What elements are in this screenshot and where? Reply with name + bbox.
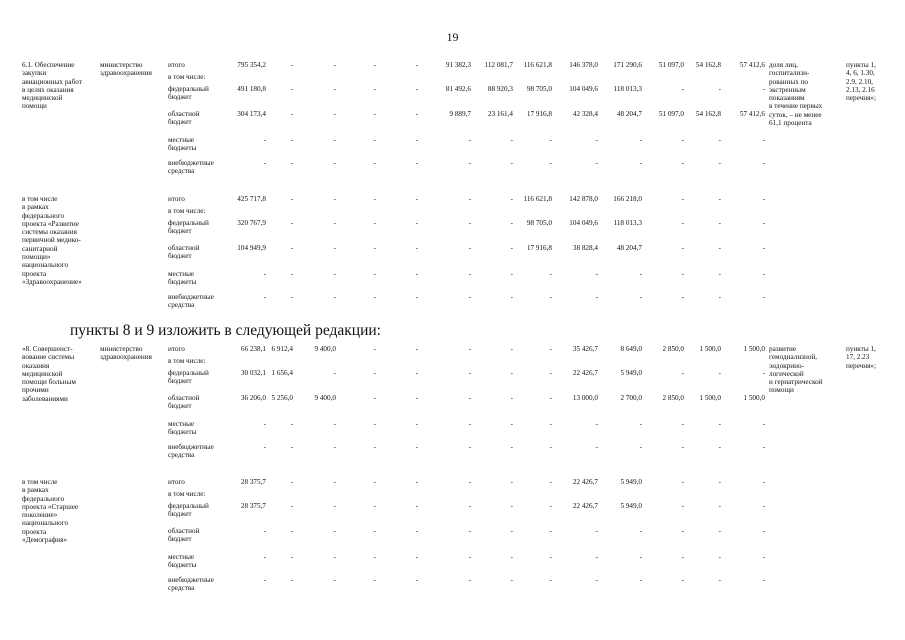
- amount-cell: 5 256,0: [271, 394, 293, 402]
- amount-cell: 171 290,6: [613, 61, 642, 69]
- amount-cell: -: [468, 576, 471, 584]
- amount-cell: -: [681, 244, 684, 252]
- funding-source: областной бюджет: [168, 527, 200, 544]
- amount-cell: -: [549, 502, 552, 510]
- amount-cell: -: [415, 85, 418, 93]
- amount-cell: -: [415, 110, 418, 118]
- amount-cell: -: [549, 394, 552, 402]
- amount-cell: -: [373, 293, 376, 301]
- amount-cell: 48 204,7: [616, 110, 642, 118]
- funding-source: местные бюджеты: [168, 136, 197, 153]
- amount-cell: -: [639, 136, 642, 144]
- amount-cell: -: [762, 369, 765, 377]
- amount-cell: -: [468, 527, 471, 535]
- amount-cell: -: [263, 159, 266, 167]
- amount-cell: -: [415, 159, 418, 167]
- amount-cell: 304 173,4: [237, 110, 266, 118]
- amount-cell: -: [290, 576, 293, 584]
- amount-cell: -: [639, 420, 642, 428]
- amount-cell: -: [415, 553, 418, 561]
- amount-cell: -: [510, 270, 513, 278]
- amount-cell: -: [718, 443, 721, 451]
- funding-source: итого: [168, 345, 185, 353]
- amount-cell: -: [333, 61, 336, 69]
- amount-cell: -: [549, 576, 552, 584]
- amount-cell: -: [373, 478, 376, 486]
- amount-cell: -: [681, 293, 684, 301]
- page-number: 19: [446, 30, 459, 44]
- amount-cell: -: [718, 293, 721, 301]
- amount-cell: 51 097,0: [658, 61, 684, 69]
- amount-cell: -: [510, 293, 513, 301]
- amount-cell: -: [373, 420, 376, 428]
- amount-cell: -: [333, 369, 336, 377]
- amount-cell: -: [762, 270, 765, 278]
- amount-cell: -: [290, 219, 293, 227]
- amount-cell: -: [290, 527, 293, 535]
- amount-cell: -: [468, 195, 471, 203]
- amount-cell: -: [333, 219, 336, 227]
- amount-cell: -: [415, 219, 418, 227]
- amount-cell: -: [718, 159, 721, 167]
- amount-cell: -: [290, 270, 293, 278]
- amount-cell: 8 649,0: [620, 345, 642, 353]
- funding-source: внебюджетные средства: [168, 443, 214, 460]
- amount-cell: -: [468, 443, 471, 451]
- funding-source: внебюджетные средства: [168, 159, 214, 176]
- amount-cell: -: [510, 576, 513, 584]
- amount-cell: 23 161,4: [487, 110, 513, 118]
- amount-cell: -: [290, 136, 293, 144]
- amount-cell: 22 426,7: [572, 502, 598, 510]
- row-label: «8. Совершенст- вование системы оказания медицинской помощи больным прочими заболеваниями: [22, 345, 76, 403]
- amount-cell: -: [718, 478, 721, 486]
- amount-cell: 98 705,0: [526, 85, 552, 93]
- amount-cell: -: [415, 478, 418, 486]
- funding-source: внебюджетные средства: [168, 576, 214, 593]
- linked-items: пункты 1, 17, 2.23 перечня»;: [846, 345, 876, 370]
- amount-cell: -: [762, 244, 765, 252]
- amount-cell: 88 920,3: [487, 85, 513, 93]
- amount-cell: 13 000,0: [572, 394, 598, 402]
- amount-cell: -: [510, 159, 513, 167]
- amount-cell: -: [510, 553, 513, 561]
- amount-cell: -: [762, 85, 765, 93]
- amount-cell: -: [762, 159, 765, 167]
- funding-source: федеральный бюджет: [168, 219, 209, 236]
- amount-cell: -: [681, 420, 684, 428]
- funding-source: местные бюджеты: [168, 553, 197, 570]
- amount-cell: -: [333, 195, 336, 203]
- row-label: в том числе в рамках федерального проекта «Развитие системы оказания первичной медико- санитарной помощи» национального проекта «Здравоохранение»: [22, 195, 82, 286]
- amount-cell: 104 049,6: [569, 219, 598, 227]
- amount-cell: 54 162,8: [695, 110, 721, 118]
- amount-cell: -: [681, 576, 684, 584]
- amount-cell: 118 013,3: [613, 219, 642, 227]
- funding-source: итого: [168, 478, 185, 486]
- amount-cell: -: [373, 110, 376, 118]
- amount-cell: -: [549, 443, 552, 451]
- amount-cell: -: [549, 270, 552, 278]
- amount-cell: 9 400,0: [314, 345, 336, 353]
- amount-cell: -: [762, 195, 765, 203]
- amount-cell: -: [290, 502, 293, 510]
- amount-cell: -: [762, 502, 765, 510]
- amount-cell: -: [639, 159, 642, 167]
- amount-cell: 112 081,7: [484, 61, 513, 69]
- target-indicator: доля лиц, госпитализи- рованных по экстренным показаниям в течение первых суток, – не менее 61,1 процента: [769, 61, 823, 128]
- funding-source: местные бюджеты: [168, 420, 197, 437]
- amount-cell: 35 426,7: [572, 345, 598, 353]
- funding-source: федеральный бюджет: [168, 369, 209, 386]
- amount-cell: 166 218,0: [613, 195, 642, 203]
- amount-cell: -: [762, 293, 765, 301]
- amount-cell: 116 621,8: [523, 61, 552, 69]
- amount-cell: -: [718, 270, 721, 278]
- amount-cell: 1 500,0: [743, 345, 765, 353]
- amount-cell: 9 400,0: [314, 394, 336, 402]
- amount-cell: -: [290, 420, 293, 428]
- amount-cell: -: [415, 394, 418, 402]
- amount-cell: -: [468, 553, 471, 561]
- amount-cell: 2 850,0: [662, 394, 684, 402]
- amount-cell: -: [681, 443, 684, 451]
- amount-cell: 42 328,4: [572, 110, 598, 118]
- amount-cell: -: [639, 270, 642, 278]
- amount-cell: -: [510, 420, 513, 428]
- amount-cell: -: [290, 61, 293, 69]
- amount-cell: 28 375,7: [240, 478, 266, 486]
- amount-cell: -: [263, 293, 266, 301]
- amount-cell: -: [373, 85, 376, 93]
- amount-cell: -: [415, 244, 418, 252]
- amount-cell: -: [373, 244, 376, 252]
- amount-cell: 5 949,0: [620, 478, 642, 486]
- amount-cell: -: [718, 219, 721, 227]
- amount-cell: 104 949,9: [237, 244, 266, 252]
- amount-cell: -: [681, 502, 684, 510]
- linked-items: пункты 1, 4, 6, 1.30, 2.9, 2.10, 2.13, 2.16 перечня»;: [846, 61, 876, 103]
- amount-cell: -: [718, 553, 721, 561]
- amount-cell: 2 700,0: [620, 394, 642, 402]
- amount-cell: 1 656,4: [271, 369, 293, 377]
- amount-cell: -: [762, 136, 765, 144]
- funding-source: областной бюджет: [168, 244, 200, 261]
- amount-cell: -: [549, 420, 552, 428]
- amount-cell: -: [595, 553, 598, 561]
- amount-cell: -: [762, 219, 765, 227]
- amount-cell: -: [468, 159, 471, 167]
- amount-cell: -: [510, 443, 513, 451]
- amount-cell: -: [415, 420, 418, 428]
- amount-cell: -: [290, 478, 293, 486]
- amount-cell: -: [510, 478, 513, 486]
- amount-cell: 2 850,0: [662, 345, 684, 353]
- amount-cell: -: [415, 576, 418, 584]
- amount-cell: -: [373, 219, 376, 227]
- amount-cell: -: [595, 576, 598, 584]
- funding-source: итого: [168, 195, 185, 203]
- amount-cell: -: [639, 553, 642, 561]
- amount-cell: -: [681, 553, 684, 561]
- amount-cell: -: [263, 443, 266, 451]
- amount-cell: 118 013,3: [613, 85, 642, 93]
- executor: министерство здравоохранения: [100, 61, 152, 78]
- amount-cell: 28 375,7: [240, 502, 266, 510]
- amount-cell: -: [263, 527, 266, 535]
- amount-cell: -: [333, 478, 336, 486]
- amount-cell: -: [415, 61, 418, 69]
- amount-cell: -: [510, 527, 513, 535]
- amount-cell: -: [510, 345, 513, 353]
- amount-cell: -: [373, 270, 376, 278]
- row-label: 6.1. Обеспечение закупки авиационных работ в целях оказания медицинской помощи: [22, 61, 82, 111]
- amount-cell: 9 889,7: [449, 110, 471, 118]
- amount-cell: -: [595, 527, 598, 535]
- amount-cell: 795 354,2: [237, 61, 266, 69]
- amount-cell: -: [333, 420, 336, 428]
- amount-cell: -: [681, 195, 684, 203]
- amount-cell: -: [333, 293, 336, 301]
- funding-source: областной бюджет: [168, 110, 200, 127]
- amount-cell: -: [373, 195, 376, 203]
- amount-cell: -: [290, 195, 293, 203]
- amount-cell: -: [718, 576, 721, 584]
- funding-source: федеральный бюджет: [168, 85, 209, 102]
- amount-cell: -: [510, 219, 513, 227]
- amount-cell: -: [290, 244, 293, 252]
- amount-cell: 22 426,7: [572, 369, 598, 377]
- funding-source: в том числе:: [168, 357, 206, 365]
- amount-cell: 6 912,4: [271, 345, 293, 353]
- funding-source: местные бюджеты: [168, 270, 197, 287]
- amount-cell: -: [290, 159, 293, 167]
- amount-cell: -: [510, 394, 513, 402]
- amount-cell: -: [510, 244, 513, 252]
- amount-cell: 5 949,0: [620, 369, 642, 377]
- amount-cell: 17 916,8: [526, 110, 552, 118]
- amount-cell: 57 412,6: [739, 61, 765, 69]
- amount-cell: -: [681, 219, 684, 227]
- amount-cell: -: [681, 159, 684, 167]
- amount-cell: -: [415, 293, 418, 301]
- amount-cell: -: [718, 244, 721, 252]
- amount-cell: -: [681, 369, 684, 377]
- amount-cell: 1 500,0: [699, 345, 721, 353]
- amount-cell: -: [333, 502, 336, 510]
- amount-cell: 1 500,0: [743, 394, 765, 402]
- funding-source: итого: [168, 61, 185, 69]
- amount-cell: -: [333, 159, 336, 167]
- amount-cell: -: [290, 85, 293, 93]
- amount-cell: -: [468, 270, 471, 278]
- amount-cell: -: [681, 478, 684, 486]
- amount-cell: -: [762, 478, 765, 486]
- amount-cell: -: [333, 244, 336, 252]
- amount-cell: 5 949,0: [620, 502, 642, 510]
- amount-cell: -: [333, 553, 336, 561]
- amount-cell: -: [373, 576, 376, 584]
- amount-cell: 98 705,0: [526, 219, 552, 227]
- amount-cell: -: [595, 293, 598, 301]
- amount-cell: 1 500,0: [699, 394, 721, 402]
- amount-cell: -: [595, 159, 598, 167]
- amount-cell: -: [718, 195, 721, 203]
- amount-cell: 104 049,6: [569, 85, 598, 93]
- amount-cell: -: [333, 576, 336, 584]
- amount-cell: -: [549, 136, 552, 144]
- amount-cell: 48 204,7: [616, 244, 642, 252]
- amount-cell: -: [468, 478, 471, 486]
- amount-cell: 425 717,8: [237, 195, 266, 203]
- amount-cell: -: [681, 527, 684, 535]
- amount-cell: -: [762, 420, 765, 428]
- amount-cell: -: [510, 195, 513, 203]
- amount-cell: -: [468, 136, 471, 144]
- amount-cell: -: [549, 293, 552, 301]
- amount-cell: 81 492,6: [445, 85, 471, 93]
- amount-cell: -: [468, 219, 471, 227]
- amount-cell: 142 878,0: [569, 195, 598, 203]
- amount-cell: -: [290, 553, 293, 561]
- amount-cell: -: [373, 61, 376, 69]
- amount-cell: -: [681, 85, 684, 93]
- amount-cell: -: [762, 443, 765, 451]
- amount-cell: -: [468, 394, 471, 402]
- amount-cell: -: [595, 420, 598, 428]
- amount-cell: -: [510, 136, 513, 144]
- amount-cell: 146 378,0: [569, 61, 598, 69]
- amount-cell: 66 238,1: [240, 345, 266, 353]
- amount-cell: -: [373, 345, 376, 353]
- amount-cell: -: [333, 270, 336, 278]
- target-indicator: развитие гемодиализной, эндокрино- логической и гериатрической помощи: [769, 345, 823, 395]
- funding-source: федеральный бюджет: [168, 502, 209, 519]
- amount-cell: -: [468, 420, 471, 428]
- amount-cell: -: [595, 136, 598, 144]
- amount-cell: -: [415, 443, 418, 451]
- row-label: в том числе в рамках федерального проекта «Старшее поколение» национального проекта «Демография»: [22, 478, 79, 545]
- amount-cell: 17 916,8: [526, 244, 552, 252]
- amount-cell: -: [415, 195, 418, 203]
- amount-cell: -: [415, 527, 418, 535]
- amount-cell: -: [510, 369, 513, 377]
- amount-cell: -: [333, 443, 336, 451]
- amount-cell: -: [468, 244, 471, 252]
- amount-cell: -: [549, 345, 552, 353]
- amount-cell: -: [333, 110, 336, 118]
- amount-cell: -: [468, 345, 471, 353]
- amount-cell: 491 180,8: [237, 85, 266, 93]
- amount-cell: -: [373, 394, 376, 402]
- amount-cell: -: [373, 159, 376, 167]
- amount-cell: -: [415, 502, 418, 510]
- funding-source: в том числе:: [168, 207, 206, 215]
- amount-cell: -: [639, 576, 642, 584]
- amount-cell: -: [373, 136, 376, 144]
- amount-cell: -: [549, 159, 552, 167]
- amount-cell: -: [762, 527, 765, 535]
- amount-cell: -: [549, 478, 552, 486]
- amount-cell: -: [510, 502, 513, 510]
- amount-cell: -: [373, 369, 376, 377]
- amount-cell: 38 828,4: [572, 244, 598, 252]
- amount-cell: -: [373, 527, 376, 535]
- amount-cell: -: [290, 293, 293, 301]
- amount-cell: -: [762, 576, 765, 584]
- amount-cell: -: [718, 85, 721, 93]
- amount-cell: -: [718, 420, 721, 428]
- amount-cell: 51 097,0: [658, 110, 684, 118]
- amount-cell: 54 162,8: [695, 61, 721, 69]
- amount-cell: -: [718, 369, 721, 377]
- amount-cell: -: [762, 553, 765, 561]
- amount-cell: -: [373, 553, 376, 561]
- funding-source: в том числе:: [168, 490, 206, 498]
- amount-cell: -: [333, 527, 336, 535]
- amount-cell: -: [549, 553, 552, 561]
- amount-cell: -: [290, 443, 293, 451]
- amount-cell: 116 621,8: [523, 195, 552, 203]
- amount-cell: 36 206,0: [240, 394, 266, 402]
- amount-cell: -: [415, 369, 418, 377]
- amount-cell: -: [639, 527, 642, 535]
- executor: министерство здравоохранения: [100, 345, 152, 362]
- amount-cell: -: [639, 443, 642, 451]
- amount-cell: -: [639, 293, 642, 301]
- amount-cell: -: [549, 369, 552, 377]
- amount-cell: -: [263, 136, 266, 144]
- amount-cell: -: [681, 270, 684, 278]
- amount-cell: -: [718, 136, 721, 144]
- amount-cell: -: [373, 443, 376, 451]
- amount-cell: -: [468, 293, 471, 301]
- amount-cell: -: [549, 527, 552, 535]
- amount-cell: 30 032,1: [240, 369, 266, 377]
- section-heading: пункты 8 и 9 изложить в следующей редакции:: [70, 322, 381, 339]
- amount-cell: -: [263, 420, 266, 428]
- amount-cell: 57 412,6: [739, 110, 765, 118]
- amount-cell: -: [718, 502, 721, 510]
- amount-cell: 91 382,3: [445, 61, 471, 69]
- amount-cell: -: [415, 136, 418, 144]
- amount-cell: 22 426,7: [572, 478, 598, 486]
- amount-cell: -: [595, 270, 598, 278]
- amount-cell: -: [415, 345, 418, 353]
- amount-cell: -: [333, 85, 336, 93]
- amount-cell: -: [263, 270, 266, 278]
- amount-cell: -: [681, 136, 684, 144]
- amount-cell: -: [373, 502, 376, 510]
- amount-cell: -: [468, 369, 471, 377]
- amount-cell: -: [333, 136, 336, 144]
- amount-cell: -: [263, 553, 266, 561]
- funding-source: внебюджетные средства: [168, 293, 214, 310]
- amount-cell: -: [595, 443, 598, 451]
- amount-cell: -: [415, 270, 418, 278]
- amount-cell: -: [718, 527, 721, 535]
- amount-cell: -: [290, 110, 293, 118]
- amount-cell: 320 767,9: [237, 219, 266, 227]
- funding-source: в том числе:: [168, 73, 206, 81]
- funding-source: областной бюджет: [168, 394, 200, 411]
- amount-cell: -: [468, 502, 471, 510]
- amount-cell: -: [263, 576, 266, 584]
